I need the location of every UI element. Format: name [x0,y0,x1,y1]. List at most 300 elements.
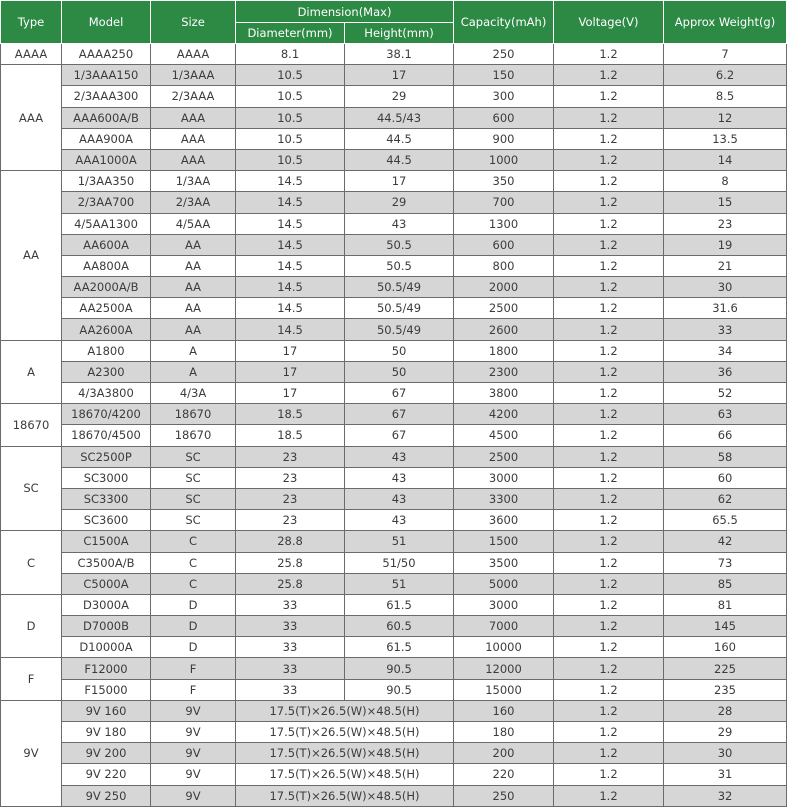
diameter-cell: 14.5 [236,192,345,213]
size-cell: F [151,658,236,679]
table-row [1,255,787,276]
diameter-cell: 10.5 [236,128,345,149]
table-row [1,383,787,404]
weight-cell: 8 [664,171,787,192]
type-cell: 18670 [1,404,62,446]
diameter-cell: 33 [236,679,345,700]
table-row [1,637,787,658]
table-row [1,616,787,637]
diameter-cell: 33 [236,594,345,615]
voltage-cell: 1.2 [554,658,664,679]
model-cell: AAAA250 [62,44,151,65]
header-dimension: Dimension(Max) [236,1,454,23]
voltage-cell: 1.2 [554,319,664,340]
table-row [1,340,787,361]
height-cell: 29 [345,192,454,213]
capacity-cell: 180 [454,722,554,743]
table-row [1,552,787,573]
table-row [1,531,787,552]
size-cell: AA [151,234,236,255]
table-row [1,467,787,488]
diameter-cell: 10.5 [236,65,345,86]
weight-cell: 31 [664,764,787,785]
weight-cell: 73 [664,552,787,573]
size-cell: 9V [151,700,236,721]
voltage-cell: 1.2 [554,573,664,594]
size-cell: D [151,616,236,637]
capacity-cell: 800 [454,255,554,276]
size-cell: 1/3AAA [151,65,236,86]
voltage-cell: 1.2 [554,616,664,637]
diameter-cell: 17 [236,340,345,361]
capacity-cell: 700 [454,192,554,213]
weight-cell: 8.5 [664,86,787,107]
capacity-cell: 3000 [454,594,554,615]
voltage-cell: 1.2 [554,107,664,128]
diameter-cell: 17 [236,383,345,404]
weight-cell: 66 [664,425,787,446]
size-cell: C [151,573,236,594]
table-body [1,44,787,807]
size-cell: AA [151,277,236,298]
size-cell: D [151,637,236,658]
weight-cell: 6.2 [664,65,787,86]
weight-cell: 12 [664,107,787,128]
diameter-cell: 23 [236,510,345,531]
capacity-cell: 250 [454,785,554,806]
table-row [1,594,787,615]
header-model: Model [62,1,151,44]
voltage-cell: 1.2 [554,679,664,700]
size-cell: 9V [151,743,236,764]
header-capacity: Capacity(mAh) [454,1,554,44]
size-cell: AA [151,255,236,276]
model-cell: 1/3AA350 [62,171,151,192]
capacity-cell: 3600 [454,510,554,531]
model-cell: AA600A [62,234,151,255]
weight-cell: 28 [664,700,787,721]
height-cell: 29 [345,86,454,107]
height-cell: 67 [345,404,454,425]
capacity-cell: 4500 [454,425,554,446]
size-cell: 9V [151,722,236,743]
table-row [1,700,787,721]
size-cell: AAA [151,107,236,128]
dimension-cell: 17.5(T)×26.5(W)×48.5(H) [236,722,454,743]
type-cell: 9V [1,700,62,806]
capacity-cell: 1300 [454,213,554,234]
diameter-cell: 17 [236,361,345,382]
voltage-cell: 1.2 [554,383,664,404]
table-row [1,298,787,319]
voltage-cell: 1.2 [554,277,664,298]
weight-cell: 33 [664,319,787,340]
height-cell: 50 [345,340,454,361]
weight-cell: 15 [664,192,787,213]
diameter-cell: 14.5 [236,255,345,276]
table-row [1,149,787,170]
voltage-cell: 1.2 [554,255,664,276]
height-cell: 61.5 [345,637,454,658]
weight-cell: 62 [664,488,787,509]
weight-cell: 32 [664,785,787,806]
capacity-cell: 2000 [454,277,554,298]
capacity-cell: 200 [454,743,554,764]
height-cell: 50.5 [345,234,454,255]
voltage-cell: 1.2 [554,65,664,86]
weight-cell: 23 [664,213,787,234]
weight-cell: 160 [664,637,787,658]
capacity-cell: 220 [454,764,554,785]
model-cell: 4/3A3800 [62,383,151,404]
height-cell: 90.5 [345,679,454,700]
height-cell: 43 [345,446,454,467]
model-cell: 9V 200 [62,743,151,764]
weight-cell: 225 [664,658,787,679]
weight-cell: 235 [664,679,787,700]
voltage-cell: 1.2 [554,149,664,170]
diameter-cell: 28.8 [236,531,345,552]
height-cell: 17 [345,65,454,86]
table-row [1,213,787,234]
model-cell: 1/3AAA150 [62,65,151,86]
capacity-cell: 2500 [454,446,554,467]
weight-cell: 63 [664,404,787,425]
diameter-cell: 14.5 [236,171,345,192]
voltage-cell: 1.2 [554,234,664,255]
size-cell: SC [151,488,236,509]
voltage-cell: 1.2 [554,128,664,149]
voltage-cell: 1.2 [554,722,664,743]
voltage-cell: 1.2 [554,192,664,213]
dimension-cell: 17.5(T)×26.5(W)×48.5(H) [236,764,454,785]
height-cell: 60.5 [345,616,454,637]
capacity-cell: 900 [454,128,554,149]
capacity-cell: 5000 [454,573,554,594]
height-cell: 90.5 [345,658,454,679]
capacity-cell: 7000 [454,616,554,637]
size-cell: A [151,340,236,361]
model-cell: AA2000A/B [62,277,151,298]
diameter-cell: 33 [236,658,345,679]
capacity-cell: 3500 [454,552,554,573]
dimension-cell: 17.5(T)×26.5(W)×48.5(H) [236,785,454,806]
size-cell: C [151,552,236,573]
voltage-cell: 1.2 [554,785,664,806]
height-cell: 50.5/49 [345,319,454,340]
height-cell: 17 [345,171,454,192]
capacity-cell: 600 [454,107,554,128]
weight-cell: 14 [664,149,787,170]
diameter-cell: 25.8 [236,552,345,573]
size-cell: A [151,361,236,382]
table-row [1,446,787,467]
diameter-cell: 14.5 [236,298,345,319]
weight-cell: 30 [664,277,787,298]
capacity-cell: 600 [454,234,554,255]
type-cell: AA [1,171,62,341]
size-cell: SC [151,467,236,488]
height-cell: 51 [345,531,454,552]
model-cell: C1500A [62,531,151,552]
capacity-cell: 15000 [454,679,554,700]
height-cell: 38.1 [345,44,454,65]
size-cell: 9V [151,785,236,806]
model-cell: D7000B [62,616,151,637]
model-cell: 2/3AAA300 [62,86,151,107]
capacity-cell: 150 [454,65,554,86]
table-row [1,171,787,192]
size-cell: 1/3AA [151,171,236,192]
size-cell: AA [151,298,236,319]
size-cell: AA [151,319,236,340]
height-cell: 67 [345,383,454,404]
weight-cell: 58 [664,446,787,467]
height-cell: 44.5 [345,149,454,170]
weight-cell: 145 [664,616,787,637]
table-row [1,319,787,340]
capacity-cell: 1000 [454,149,554,170]
type-cell: A [1,340,62,404]
voltage-cell: 1.2 [554,467,664,488]
model-cell: 9V 160 [62,700,151,721]
weight-cell: 52 [664,383,787,404]
weight-cell: 7 [664,44,787,65]
model-cell: A1800 [62,340,151,361]
capacity-cell: 2600 [454,319,554,340]
capacity-cell: 350 [454,171,554,192]
weight-cell: 29 [664,722,787,743]
diameter-cell: 10.5 [236,149,345,170]
header-diameter: Diameter(mm) [236,23,345,44]
table-row [1,510,787,531]
capacity-cell: 250 [454,44,554,65]
voltage-cell: 1.2 [554,531,664,552]
voltage-cell: 1.2 [554,171,664,192]
model-cell: 18670/4500 [62,425,151,446]
dimension-cell: 17.5(T)×26.5(W)×48.5(H) [236,700,454,721]
capacity-cell: 3800 [454,383,554,404]
table-row [1,277,787,298]
height-cell: 50.5/49 [345,277,454,298]
diameter-cell: 23 [236,467,345,488]
weight-cell: 60 [664,467,787,488]
table-row [1,107,787,128]
weight-cell: 42 [664,531,787,552]
header-voltage: Voltage(V) [554,1,664,44]
diameter-cell: 18.5 [236,425,345,446]
diameter-cell: 10.5 [236,107,345,128]
model-cell: 18670/4200 [62,404,151,425]
model-cell: C3500A/B [62,552,151,573]
height-cell: 43 [345,488,454,509]
table-row [1,764,787,785]
table-row [1,679,787,700]
type-cell: D [1,594,62,658]
model-cell: D3000A [62,594,151,615]
size-cell: 2/3AA [151,192,236,213]
capacity-cell: 1500 [454,531,554,552]
table-row [1,785,787,806]
table-row [1,128,787,149]
type-cell: AAA [1,65,62,171]
size-cell: SC [151,510,236,531]
type-cell: C [1,531,62,595]
table-row [1,192,787,213]
size-cell: 4/5AA [151,213,236,234]
model-cell: SC3600 [62,510,151,531]
weight-cell: 21 [664,255,787,276]
size-cell: AAA [151,128,236,149]
weight-cell: 65.5 [664,510,787,531]
weight-cell: 85 [664,573,787,594]
model-cell: F12000 [62,658,151,679]
diameter-cell: 25.8 [236,573,345,594]
size-cell: 18670 [151,425,236,446]
voltage-cell: 1.2 [554,340,664,361]
header-size: Size [151,1,236,44]
model-cell: 9V 180 [62,722,151,743]
model-cell: SC2500P [62,446,151,467]
model-cell: AA2600A [62,319,151,340]
model-cell: D10000A [62,637,151,658]
diameter-cell: 14.5 [236,213,345,234]
voltage-cell: 1.2 [554,404,664,425]
capacity-cell: 12000 [454,658,554,679]
size-cell: SC [151,446,236,467]
table-row [1,488,787,509]
diameter-cell: 10.5 [236,86,345,107]
size-cell: AAA [151,149,236,170]
table-row [1,44,787,65]
size-cell: 4/3A [151,383,236,404]
header-type: Type [1,1,62,44]
voltage-cell: 1.2 [554,510,664,531]
capacity-cell: 10000 [454,637,554,658]
weight-cell: 36 [664,361,787,382]
diameter-cell: 14.5 [236,319,345,340]
height-cell: 51 [345,573,454,594]
size-cell: F [151,679,236,700]
table-header [1,1,787,44]
capacity-cell: 3000 [454,467,554,488]
diameter-cell: 33 [236,637,345,658]
voltage-cell: 1.2 [554,700,664,721]
size-cell: D [151,594,236,615]
capacity-cell: 2300 [454,361,554,382]
table-row [1,234,787,255]
size-cell: 9V [151,764,236,785]
header-weight: Approx Weight(g) [664,1,787,44]
voltage-cell: 1.2 [554,361,664,382]
voltage-cell: 1.2 [554,637,664,658]
voltage-cell: 1.2 [554,594,664,615]
table-row [1,425,787,446]
voltage-cell: 1.2 [554,488,664,509]
height-cell: 67 [345,425,454,446]
model-cell: F15000 [62,679,151,700]
diameter-cell: 23 [236,488,345,509]
model-cell: AAA1000A [62,149,151,170]
table-row [1,404,787,425]
height-cell: 43 [345,467,454,488]
height-cell: 44.5/43 [345,107,454,128]
capacity-cell: 160 [454,700,554,721]
model-cell: AAA600A/B [62,107,151,128]
model-cell: AAA900A [62,128,151,149]
type-cell: AAAA [1,44,62,65]
voltage-cell: 1.2 [554,213,664,234]
table-row [1,361,787,382]
voltage-cell: 1.2 [554,764,664,785]
height-cell: 50.5/49 [345,298,454,319]
height-cell: 50 [345,361,454,382]
table-row [1,743,787,764]
table-row [1,722,787,743]
type-cell: F [1,658,62,700]
diameter-cell: 14.5 [236,234,345,255]
model-cell: A2300 [62,361,151,382]
size-cell: 18670 [151,404,236,425]
table-row [1,65,787,86]
diameter-cell: 8.1 [236,44,345,65]
model-cell: 9V 250 [62,785,151,806]
height-cell: 50.5 [345,255,454,276]
type-cell: SC [1,446,62,531]
size-cell: 2/3AAA [151,86,236,107]
voltage-cell: 1.2 [554,298,664,319]
height-cell: 61.5 [345,594,454,615]
model-cell: SC3300 [62,488,151,509]
size-cell: C [151,531,236,552]
diameter-cell: 18.5 [236,404,345,425]
size-cell: AAAA [151,44,236,65]
model-cell: SC3000 [62,467,151,488]
voltage-cell: 1.2 [554,446,664,467]
table-row [1,658,787,679]
model-cell: C5000A [62,573,151,594]
diameter-cell: 23 [236,446,345,467]
model-cell: 4/5AA1300 [62,213,151,234]
capacity-cell: 2500 [454,298,554,319]
voltage-cell: 1.2 [554,552,664,573]
weight-cell: 30 [664,743,787,764]
capacity-cell: 4200 [454,404,554,425]
diameter-cell: 14.5 [236,277,345,298]
voltage-cell: 1.2 [554,425,664,446]
header-height: Height(mm) [345,23,454,44]
weight-cell: 19 [664,234,787,255]
diameter-cell: 33 [236,616,345,637]
weight-cell: 34 [664,340,787,361]
weight-cell: 31.6 [664,298,787,319]
voltage-cell: 1.2 [554,743,664,764]
model-cell: 2/3AA700 [62,192,151,213]
capacity-cell: 300 [454,86,554,107]
height-cell: 43 [345,213,454,234]
height-cell: 44.5 [345,128,454,149]
weight-cell: 81 [664,594,787,615]
capacity-cell: 1800 [454,340,554,361]
voltage-cell: 1.2 [554,44,664,65]
table-row [1,573,787,594]
weight-cell: 13.5 [664,128,787,149]
model-cell: AA800A [62,255,151,276]
table-row [1,86,787,107]
model-cell: AA2500A [62,298,151,319]
capacity-cell: 3300 [454,488,554,509]
height-cell: 43 [345,510,454,531]
